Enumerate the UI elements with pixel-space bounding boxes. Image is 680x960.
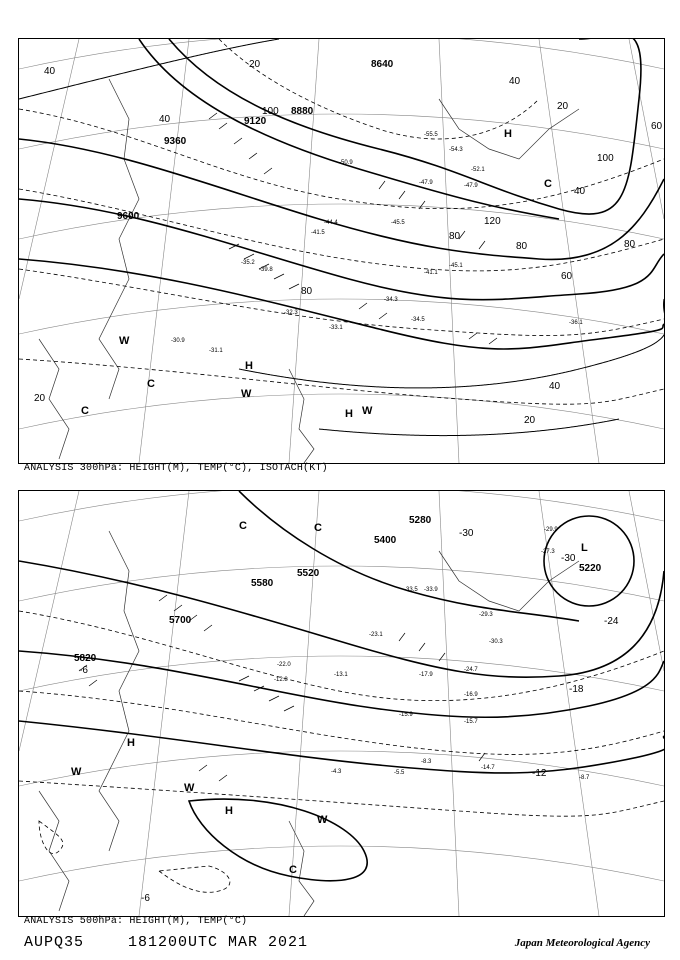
warm-mark: W: [362, 405, 373, 417]
station-value: -15.9: [399, 712, 413, 718]
high-mark: H: [345, 408, 353, 420]
height-label: 5700: [169, 615, 192, 626]
station-value: -12.8: [274, 677, 288, 683]
station-value: -33.5: [404, 587, 418, 593]
valid-time: 181200UTC MAR 2021: [128, 934, 309, 951]
system-marks-500: [71, 520, 588, 876]
station-values-500: [274, 527, 590, 781]
warm-mark: W: [241, 388, 252, 400]
height-labels-300: [117, 59, 394, 222]
station-value: -22.0: [277, 662, 291, 668]
isotherm-labels-500: [79, 528, 619, 904]
station-value: -34.5: [411, 317, 425, 323]
isotach-label: 80: [449, 231, 461, 242]
isotherm-label: -6: [141, 893, 150, 904]
station-value: -39.8: [259, 267, 273, 273]
station-value: -31.1: [209, 348, 223, 354]
station-value: -24.7: [464, 667, 478, 673]
high-mark: H: [127, 737, 135, 749]
station-value: -29.9: [544, 527, 558, 533]
station-value: -55.5: [424, 132, 438, 138]
station-value: -50.9: [339, 160, 353, 166]
warm-mark: W: [184, 782, 195, 794]
isotherms-300: [19, 39, 664, 404]
height-label: 9600: [117, 211, 140, 222]
height-label: 5580: [251, 578, 274, 589]
cold-mark: C: [314, 522, 322, 534]
coastline: [39, 531, 579, 916]
map-300hpa: [18, 38, 665, 464]
map-500hpa-canvas: [19, 491, 664, 916]
chart-id: AUPQ35: [24, 934, 85, 951]
isotherm-label: -30: [459, 528, 474, 539]
station-value: -8.3: [421, 759, 432, 765]
station-value: -30.9: [171, 338, 185, 344]
high-mark: H: [225, 805, 233, 817]
cold-mark: C: [81, 405, 89, 417]
station-value: -17.9: [419, 672, 433, 678]
station-value: -23.1: [369, 632, 383, 638]
caption-300hpa: ANALYSIS 300hPa: HEIGHT(M), TEMP(°C), ISOTACH(KT): [24, 463, 328, 474]
station-value: -32.3: [284, 310, 298, 316]
isotach-label: 120: [484, 216, 501, 227]
height-label: 5220: [579, 563, 602, 574]
caption-500hpa: ANALYSIS 500hPa: HEIGHT(M), TEMP(°C): [24, 916, 248, 927]
station-value: -35.2: [241, 260, 255, 266]
warm-mark: W: [119, 335, 130, 347]
height-contours-500: [19, 491, 664, 881]
station-value: -36.1: [569, 320, 583, 326]
isotherm-label: -30: [561, 553, 576, 564]
station-value: -45.5: [391, 220, 405, 226]
isotach-label: 80: [301, 286, 313, 297]
isotach-label: 40: [509, 76, 521, 87]
isotherm-label: -12: [532, 768, 547, 779]
isotach-label: 20: [249, 59, 261, 70]
isotach-label: 60: [561, 271, 573, 282]
height-label: 9360: [164, 136, 187, 147]
isotach-label: 40: [574, 186, 586, 197]
map-300hpa-canvas: [19, 39, 664, 463]
isotach-label: 20: [557, 101, 569, 112]
height-label: 9120: [244, 116, 267, 127]
isotherms-500: [19, 611, 664, 892]
height-label: 5400: [374, 535, 397, 546]
height-label: 8880: [291, 106, 314, 117]
isotherm-label: -18: [569, 684, 584, 695]
cold-mark: C: [289, 864, 297, 876]
isotherm-label: -24: [604, 616, 619, 627]
warm-mark: W: [317, 814, 328, 826]
station-value: -33.1: [329, 325, 343, 331]
isotherm-label: -6: [79, 665, 88, 676]
low-mark: L: [581, 542, 588, 554]
station-value: -44.4: [324, 220, 338, 226]
isotach-label: 100: [262, 106, 279, 117]
warm-mark: W: [71, 766, 82, 778]
station-value: -45.1: [449, 263, 463, 269]
height-label: 8640: [371, 59, 394, 70]
isotach-label: 20: [524, 415, 536, 426]
height-label: 5280: [409, 515, 432, 526]
isotach-label: 80: [516, 241, 528, 252]
isotach-label: 40: [44, 66, 56, 77]
station-value: -27.3: [541, 549, 555, 555]
station-value: -54.3: [449, 147, 463, 153]
height-label: 5820: [74, 653, 97, 664]
map-500hpa: [18, 490, 665, 917]
agency-name: Japan Meteorological Agency: [514, 937, 650, 949]
station-value: -13.1: [334, 672, 348, 678]
station-value: -34.3: [384, 297, 398, 303]
isotach-label: 40: [549, 381, 561, 392]
station-value: -14.7: [481, 765, 495, 771]
cold-mark: C: [239, 520, 247, 532]
station-value: -15.7: [464, 719, 478, 725]
height-label: 5520: [297, 568, 320, 579]
isotach-label: 20: [34, 393, 46, 404]
isotach-label: 80: [624, 239, 636, 250]
station-value: -8.7: [579, 775, 590, 781]
isotach-label: 100: [597, 153, 614, 164]
station-value: -29.3: [479, 612, 493, 618]
high-mark: H: [245, 360, 253, 372]
station-value: -30.3: [489, 639, 503, 645]
cold-mark: C: [147, 378, 155, 390]
station-value: -5.5: [394, 770, 405, 776]
isotach-label: 60: [651, 121, 663, 132]
station-value: -41.5: [311, 230, 325, 236]
station-value: -4.3: [331, 769, 342, 775]
station-value: -47.9: [464, 183, 478, 189]
station-value: -47.9: [419, 180, 433, 186]
cold-mark: C: [544, 178, 552, 190]
station-value: -52.1: [471, 167, 485, 173]
height-contours-300: [19, 39, 664, 349]
station-value: -16.9: [464, 692, 478, 698]
station-value: -33.9: [424, 587, 438, 593]
isotach-label: 40: [159, 114, 171, 125]
station-value: -41.1: [424, 270, 438, 276]
high-mark: H: [504, 128, 512, 140]
